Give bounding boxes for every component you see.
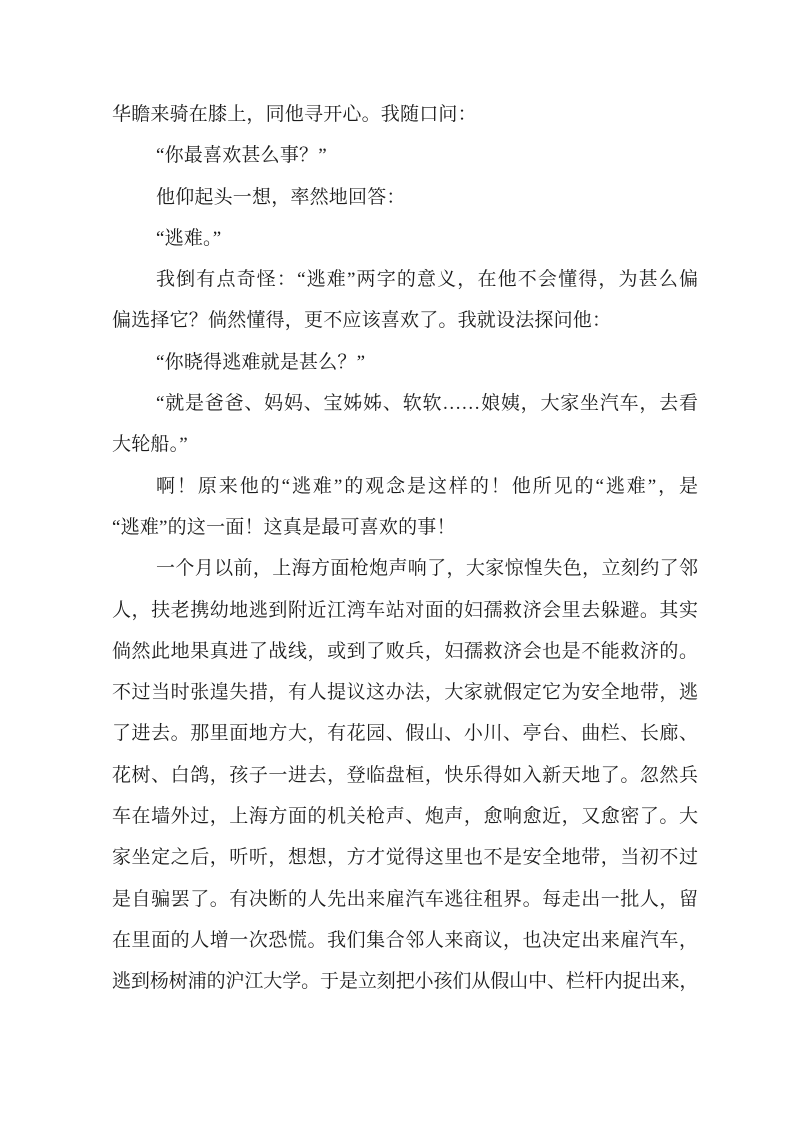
text-block (112, 94, 698, 1003)
text-line: 倘然此地果真进了战线，或到了败兵，妇孺救济会也是不能救济的。 (112, 640, 698, 662)
text-line: 是自骗罢了。有决断的人先出来雇汽车逃往租界。每走出一批人，留 (112, 888, 698, 910)
text-line: 偏选择它？倘然懂得，更不应该喜欢了。我就设法探问他： (112, 310, 612, 332)
text-line: “就是爸爸、妈妈、宝姊姊、软软……娘姨，大家坐汽车，去看 (156, 393, 698, 415)
text-line: 花树、白鸽，孩子一进去，登临盘桓，快乐得如入新天地了。忽然兵 (112, 764, 698, 786)
text-line: “逃难。” (156, 227, 222, 249)
text-line: 华瞻来骑在膝上，同他寻开心。我随口问： (112, 104, 477, 125)
text-line: 车在墙外过，上海方面的机关枪声、炮声，愈响愈近，又愈密了。大 (112, 806, 698, 828)
text-line: 一个月以前，上海方面枪炮声响了，大家惊惶失色，立刻约了邻 (156, 558, 698, 580)
text-line: 他仰起头一想，率然地回答： (156, 186, 406, 208)
text-line: 家坐定之后，听听，想想，方才觉得这里也不是安全地带，当初不过 (112, 847, 698, 869)
text-line: “你最喜欢甚么事？” (156, 145, 327, 167)
text-line: 大轮船。” (112, 434, 188, 456)
text-line: 了进去。那里面地方大，有花园、假山、小川、亭台、曲栏、长廊、 (112, 723, 698, 745)
text-line: 在里面的人增一次恐慌。我们集合邻人来商议，也决定出来雇汽车， (112, 929, 698, 951)
text-line: 啊！原来他的“逃难”的观念是这样的！他所见的“逃难”，是 (156, 475, 698, 497)
text-line: “逃难”的这一面！这真是最可喜欢的事！ (112, 516, 456, 538)
text-line: 不过当时张遑失措，有人提议这办法，大家就假定它为安全地带，逃 (112, 682, 698, 704)
text-line: 人，扶老携幼地逃到附近江湾车站对面的妇孺救济会里去躲避。其实 (112, 599, 698, 621)
text-line: 逃到杨树浦的沪江大学。于是立刻把小孩们从假山中、栏杆内捉出来， (112, 971, 698, 993)
text-line: 我倒有点奇怪：“逃难”两字的意义，在他不会懂得，为甚么偏 (156, 269, 698, 291)
text-line: “你晓得逃难就是甚么？” (156, 351, 366, 373)
